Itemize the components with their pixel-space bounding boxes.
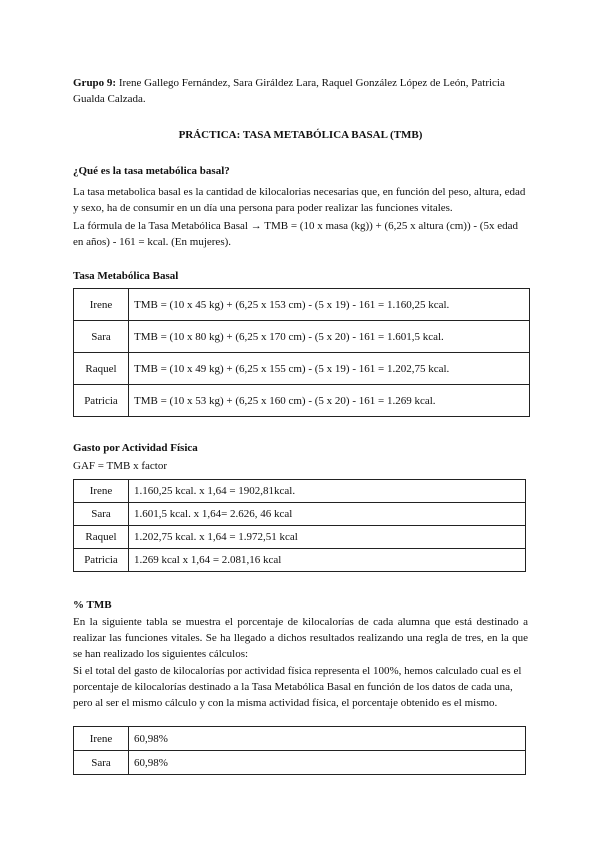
table-row [74,321,530,353]
group-line [73,75,528,107]
table-row [74,385,530,417]
row-value: 60,98% [129,727,526,751]
row-value: 1.160,25 kcal. x 1,64 = 1902,81kcal. [129,480,526,503]
row-name: Patricia [74,385,129,417]
pct-paragraph-2: Si el total del gasto de kilocalorías por actividad física representa el 100%, hemos calculado cual es el porcentaje de kilocalorías destinado a la Tasa Metabólica Basal en función de los datos de cada una, pero al ser el mismo cálculo y con la misma actividad física, el porcentaje obtenido es el mismo. [73,665,522,709]
row-name: Patricia [74,549,129,572]
row-value: 1.269 kcal x 1,64 = 2.081,16 kcal [129,549,526,572]
table-row [74,289,530,321]
row-value: 1.601,5 kcal. x 1,64= 2.626, 46 kcal [129,503,526,526]
row-name: Raquel [74,526,129,549]
formula-paragraph: La fórmula de la Tasa Metabólica Basal → TMB = (10 x masa (kg)) + (6,25 x altura (cm)) - (5x edad en años) - 161 = kcal. (En mujeres). [73,220,518,248]
table-row [74,727,526,751]
row-name: Sara [74,751,129,775]
pct-table [73,726,526,775]
row-value: 1.202,75 kcal. x 1,64 = 1.972,51 kcal [129,526,526,549]
gaf-heading: Gasto por Actividad Física [73,442,198,454]
tmb-heading: Tasa Metabólica Basal [73,270,179,282]
row-name: Irene [74,727,129,751]
table-row [74,480,526,503]
table-row [74,503,526,526]
gaf-table [73,479,526,572]
row-name: Raquel [74,353,129,385]
definition-paragraph: La tasa metabolica basal es la cantidad de kilocalorias necesarias que, en función del peso, altura, edad y sexo, ha de consumir en un día una persona para poder realizar las funciones vitales. [73,186,526,214]
gaf-formula: GAF = TMB x factor [73,460,167,472]
question-heading: ¿Qué es la tasa metabólica basal? [73,165,230,177]
row-name: Irene [74,480,129,503]
row-name: Irene [74,289,129,321]
row-value: TMB = (10 x 80 kg) + (6,25 x 170 cm) - (5 x 20) - 161 = 1.601,5 kcal. [129,321,530,353]
pct-heading: % TMB [73,599,112,611]
document-title: PRÁCTICA: TASA METABÓLICA BASAL (TMB) [178,129,423,141]
table-row [74,353,530,385]
group-label: Grupo 9: [73,77,117,89]
row-value: 60,98% [129,751,526,775]
table-row [74,526,526,549]
table-row [74,549,526,572]
table-row [74,751,526,775]
row-value: TMB = (10 x 49 kg) + (6,25 x 155 cm) - (5 x 19) - 161 = 1.202,75 kcal. [129,353,530,385]
group-members: Irene Gallego Fernández, Sara Giráldez Lara, Raquel González López de León, Patricia Gualda Calzada. [73,77,505,105]
tmb-table [73,288,530,417]
row-name: Sara [74,503,129,526]
row-name: Sara [74,321,129,353]
row-value: TMB = (10 x 53 kg) + (6,25 x 160 cm) - (5 x 20) - 161 = 1.269 kcal. [129,385,530,417]
pct-paragraph-1: En la siguiente tabla se muestra el porcentaje de kilocalorías de cada alumna que está destinado a realizar las funciones vitales. Se ha llegado a dichos resultados realizando una regla de tres, en la que se han realizado los siguientes cálculos: [73,616,528,660]
row-value: TMB = (10 x 45 kg) + (6,25 x 153 cm) - (5 x 19) - 161 = 1.160,25 kcal. [129,289,530,321]
